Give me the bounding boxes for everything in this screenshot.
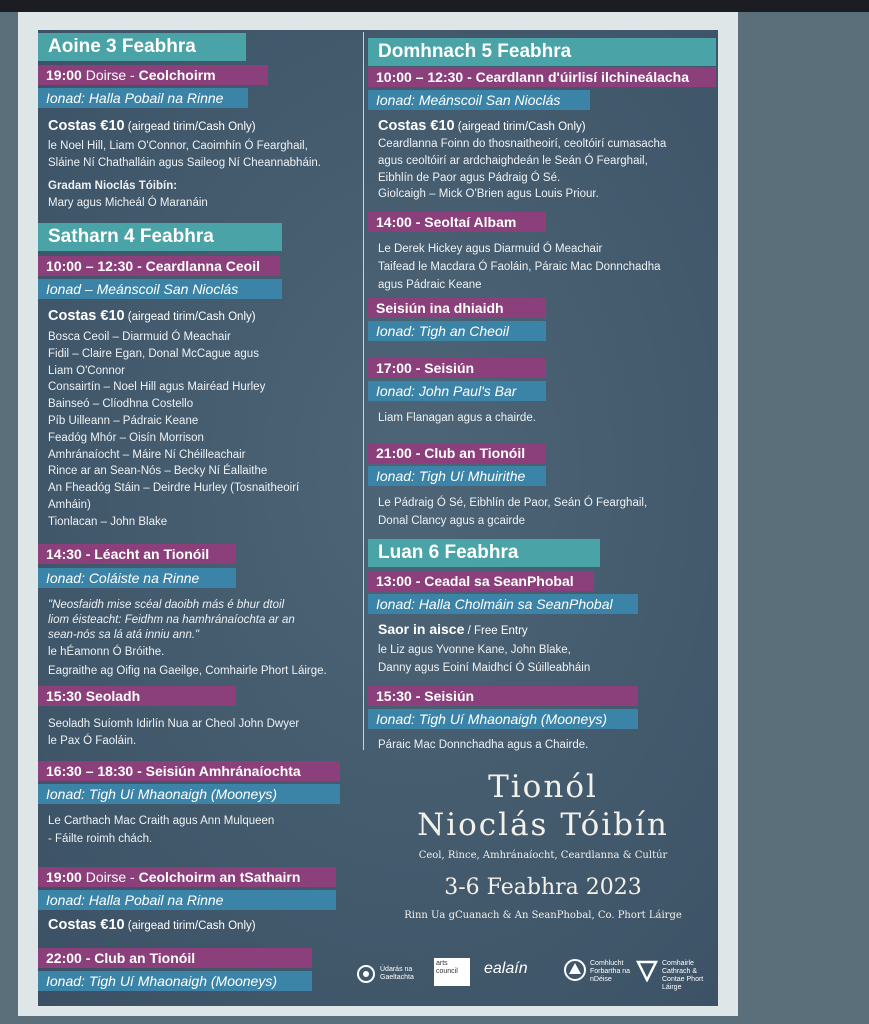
- festival-location: Rinn Ua gCuanach & An SeanPhobal, Co. Phort Láirge: [404, 910, 682, 921]
- event-time: 19:00 Doirse - Ceolchoirm an tSathairn: [38, 867, 336, 887]
- event-venue: Ionad: Tigh Uí Mhaonaigh (Mooneys): [368, 709, 638, 729]
- lecture-organiser: Eagraithe ag Oifig na Gaeilge, Comhairle Phort Láirge.: [48, 664, 327, 677]
- event-venue: Ionad: Halla Pobail na Rinne: [38, 890, 336, 910]
- event-description: Liam Flanagan agus a chairde.: [378, 412, 536, 424]
- lecture-quote: "Neosfaidh mise scéal daoibh más é bhur dtoil liom éisteacht: Feidhm na hamhránaíochta ar an sean-nós sa lá atá inniu ann.": [48, 599, 295, 641]
- lecture-speaker: le hÉamonn Ó Bróithe.: [48, 646, 165, 658]
- entry-info: Saor in aisce / Free Entry: [378, 621, 528, 637]
- event-time: 14:30 - Léacht an Tionóil: [38, 544, 236, 564]
- event-description: Le Carthach Mac Craith agus Ann Mulqueen - Fáilte roimh chách.: [48, 815, 275, 845]
- day-heading: Satharn 4 Feabhra: [38, 223, 282, 251]
- workshop-list: Bosca Ceoil – Diarmuid Ó Meachair Fidil – Claire Egan, Donal McCague agus Liam O'Connor Consairtín – Noel Hill agus Mairéad Hurley Bainseó – Clíodhna Costello Píb Uilleann – Pádraic Keane Feadóg Mhór – Oisín Morrison Amhránaíocht – Máire Ní Chéilleachair Rince ar an Sean-Nós – Becky Ní Éallaithe An Fheadóg Stáin – Deirdre Hurley (Tosnaitheoirí Amháin) Tionlacan – John Blake: [48, 331, 300, 528]
- comhlucht-icon: [564, 958, 586, 982]
- event-time: 13:00 - Ceadal sa SeanPhobal: [368, 571, 594, 591]
- ealain-logo: ealaín: [484, 960, 528, 977]
- event-venue: Ionad: Tigh an Cheoil: [368, 321, 546, 341]
- festival-subtitle: Ceol, Rince, Amhránaíocht, Ceardlanna & Cultúr: [418, 850, 668, 861]
- event-time: 21:00 - Club an Tionóil: [368, 443, 546, 463]
- event-cost: Costas €10 (airgead tirim/Cash Only): [48, 917, 256, 933]
- event-venue: Ionad: Halla Pobail na Rinne: [38, 88, 248, 108]
- column-divider: [363, 32, 364, 750]
- event-description: le Liz agus Yvonne Kane, John Blake, Danny agus Eoiní Maidhcí Ó Súilleabháin: [378, 644, 591, 674]
- event-venue: Ionad – Meánscoil San Nioclás: [38, 279, 282, 299]
- event-time: Seisiún ina dhiaidh: [368, 298, 546, 318]
- festival-title-line2: Nioclás Tóibín: [417, 807, 669, 843]
- event-description: Le Pádraig Ó Sé, Eibhlín de Paor, Seán Ó Fearghail, Donal Clancy agus a gcairde: [378, 497, 648, 527]
- event-description: Seoladh Suíomh Idirlín Nua ar Cheol John Dwyer le Pax Ó Faoláin.: [48, 718, 300, 747]
- event-venue: Ionad: John Paul's Bar: [368, 381, 546, 401]
- festival-dates: 3-6 Feabhra 2023: [444, 875, 642, 900]
- council-icon: [636, 958, 658, 982]
- udaras-icon: [356, 964, 376, 984]
- event-time: 16:30 – 18:30 - Seisiún Amhránaíochta: [38, 761, 340, 781]
- sponsor-logos: Údarás na Gaeltachta arts council ealaín Comhlucht Forbartha na nDéise Comhairle Cathrach & Contae Phort Láirge: [356, 954, 718, 994]
- event-venue: Ionad: Tigh Uí Mhuirithe: [368, 466, 546, 486]
- event-time: 19:00 Doirse - Ceolchoirm: [38, 65, 268, 85]
- event-performers: le Noel Hill, Liam O'Connor, Caoimhín Ó Fearghail, Sláine Ní Chathalláin agus Saileog Ní Cheannabháin.: [48, 140, 321, 169]
- event-venue: Ionad: Coláiste na Rinne: [38, 568, 236, 588]
- arts-council-logo: arts council: [434, 958, 470, 986]
- event-venue: Ionad: Tigh Uí Mhaonaigh (Mooneys): [38, 784, 340, 804]
- event-time: 15:30 - Seisiún: [368, 686, 638, 706]
- award-names: Mary agus Micheál Ó Maranáin: [48, 196, 208, 209]
- festival-poster: [38, 30, 718, 1006]
- event-time: 14:00 - Seoltaí Albam: [368, 212, 546, 232]
- event-cost: Costas €10 (airgead tirim/Cash Only): [378, 118, 586, 134]
- event-description: Páraic Mac Donnchadha agus a Chairde.: [378, 739, 589, 751]
- event-time: 15:30 Seoladh: [38, 686, 236, 706]
- day-heading: Luan 6 Feabhra: [368, 539, 600, 567]
- event-description: Ceardlanna Foinn do thosnaitheoirí, ceoltóirí cumasacha agus ceoltóirí ar ardchaighdeán le Seán Ó Fearghail, Eibhlín de Paor agus Pádraig Ó Sé. Giolcaigh – Mick O'Brien agus Louis Priour.: [378, 138, 667, 201]
- award-label: Gradam Nioclás Tóibín:: [48, 180, 178, 192]
- day-heading: Aoine 3 Feabhra: [38, 33, 246, 61]
- event-time: 10:00 – 12:30 - Ceardlanna Ceoil: [38, 256, 280, 276]
- festival-title-line1: Tionól: [488, 769, 598, 805]
- event-cost: Costas €10 (airgead tirim/Cash Only): [48, 118, 256, 134]
- event-venue: Ionad: Halla Cholmáin sa SeanPhobal: [368, 594, 638, 614]
- day-heading: Domhnach 5 Feabhra: [368, 38, 716, 66]
- event-cost: Costas €10 (airgead tirim/Cash Only): [48, 308, 256, 324]
- festival-title-block: [368, 768, 718, 921]
- event-time: 22:00 - Club an Tionóil: [38, 948, 312, 968]
- event-time: 17:00 - Seisiún: [368, 358, 546, 378]
- top-status-bar: [0, 0, 869, 12]
- event-venue: Ionad: Tigh Uí Mhaonaigh (Mooneys): [38, 971, 312, 991]
- event-time: 10:00 – 12:30 - Ceardlann d'úirlisí ilchineálacha: [368, 67, 716, 87]
- event-description: Le Derek Hickey agus Diarmuid Ó Meachair Taifead le Macdara Ó Faoláin, Páraic Mac Donnchadha agus Pádraic Keane: [378, 243, 661, 291]
- event-venue: Ionad: Meánscoil San Nioclás: [368, 90, 590, 110]
